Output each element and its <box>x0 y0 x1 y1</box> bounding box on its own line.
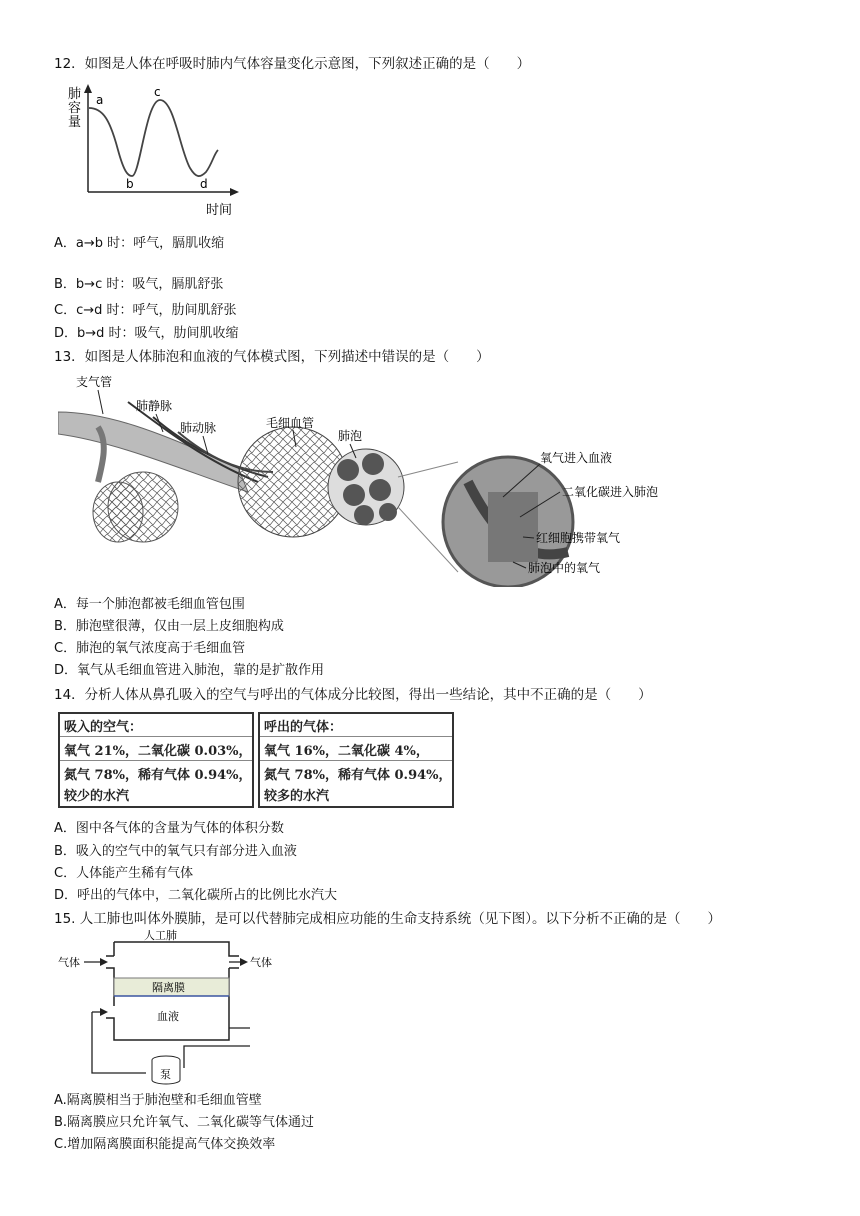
point-b: b <box>126 177 134 191</box>
label-gas-out: 气体 <box>250 956 272 969</box>
q14-option-d[interactable]: D．呼出的气体中，二氧化碳所占的比例比水汽大 <box>54 888 338 903</box>
q15-artificial-lung-diagram <box>54 928 274 1088</box>
q15-stem: 15. 人工肺也叫体外膜肺，是可以代替肺完成相应功能的生命支持系统（见下图）。以下分析不正确的是（ ） <box>54 911 722 927</box>
q15-option-c[interactable]: C.增加隔离膜面积能提高气体交换效率 <box>54 1137 276 1152</box>
exhaled-title: 呼出的气体： <box>264 720 343 735</box>
point-c: c <box>154 85 161 99</box>
q14-stem: 14．分析人体从鼻孔吸入的空气与呼出的气体成分比较图，得出一些结论，其中不正确的是（ ） <box>54 687 652 703</box>
y-label-1: 肺 <box>68 87 82 102</box>
inhaled-line-2: 氮气 78%，稀有气体 0.94%， <box>64 768 252 783</box>
q13-option-a[interactable]: A．每一个肺泡都被毛细血管包围 <box>54 597 245 612</box>
q15-option-a[interactable]: A.隔离膜相当于肺泡壁和毛细血管壁 <box>54 1093 262 1108</box>
exhaled-line-1: 氧气 16%，二氧化碳 4%， <box>264 744 429 759</box>
label-pulmonary-vein: 肺静脉 <box>136 399 173 413</box>
q13-option-d[interactable]: D．氧气从毛细血管进入肺泡，靠的是扩散作用 <box>54 663 325 678</box>
label-blood: 血液 <box>157 1010 179 1023</box>
exhaled-line-3: 较多的水汽 <box>264 789 330 804</box>
q13-option-b[interactable]: B．肺泡壁很薄，仅由一层上皮细胞构成 <box>54 619 284 634</box>
inhaled-line-1: 氧气 21%，二氧化碳 0.03%， <box>64 744 252 759</box>
q14-option-b[interactable]: B．吸入的空气中的氧气只有部分进入血液 <box>54 844 297 859</box>
inhaled-line-3: 较少的水汽 <box>64 789 130 804</box>
y-label-2: 容 <box>68 101 82 116</box>
point-a: a <box>96 93 104 107</box>
exhaled-air-box <box>258 712 454 808</box>
label-alveolus: 肺泡 <box>338 429 363 443</box>
q15-option-b[interactable]: B.隔离膜应只允许氧气、二氧化碳等气体通过 <box>54 1115 315 1130</box>
q13-stem: 13．如图是人体肺泡和血液的气体模式图，下列描述中错误的是（ ） <box>54 349 490 365</box>
label-capillary: 毛细血管 <box>266 416 315 430</box>
label-membrane: 隔离膜 <box>152 981 185 994</box>
inhaled-air-box <box>58 712 254 808</box>
inhaled-title: 吸入的空气： <box>64 720 143 735</box>
q14-option-a[interactable]: A．图中各气体的含量为气体的体积分数 <box>54 821 284 836</box>
label-o2-into-blood: 氧气进入血液 <box>540 451 613 465</box>
label-pump: 泵 <box>160 1068 171 1081</box>
label-rbc-carries-o2: 红细胞携带氧气 <box>536 531 621 545</box>
label-pulmonary-artery: 肺动脉 <box>180 421 217 435</box>
label-gas-in: 气体 <box>58 956 80 969</box>
exhaled-line-2: 氮气 78%，稀有气体 0.94%， <box>264 768 452 783</box>
label-artificial-lung: 人工肺 <box>144 929 177 942</box>
q12-lung-volume-chart <box>58 80 248 220</box>
q13-alveolus-figure <box>58 372 678 587</box>
q13-option-c[interactable]: C．肺泡的氧气浓度高于毛细血管 <box>54 641 246 656</box>
point-d: d <box>200 177 208 191</box>
label-o2-in-alveolus: 肺泡中的氧气 <box>528 561 601 575</box>
q12-option-d[interactable]: D．b→d 时：吸气，肋间肌收缩 <box>54 326 239 341</box>
q12-option-b[interactable]: B．b→c 时：吸气，膈肌舒张 <box>54 277 224 292</box>
q12-option-a[interactable]: A．a→b 时：呼气，膈肌收缩 <box>54 236 225 251</box>
q14-option-c[interactable]: C．人体能产生稀有气体 <box>54 866 194 881</box>
label-co2-into-alveolus: 二氧化碳进入肺泡 <box>562 485 659 499</box>
y-label-3: 量 <box>68 115 82 130</box>
label-bronchus: 支气管 <box>76 375 113 389</box>
x-label: 时间 <box>206 203 233 218</box>
q12-stem: 12．如图是人体在呼吸时肺内气体容量变化示意图，下列叙述正确的是（ ） <box>54 56 531 72</box>
q12-option-c[interactable]: C．c→d 时：呼气，肋间肌舒张 <box>54 303 237 318</box>
